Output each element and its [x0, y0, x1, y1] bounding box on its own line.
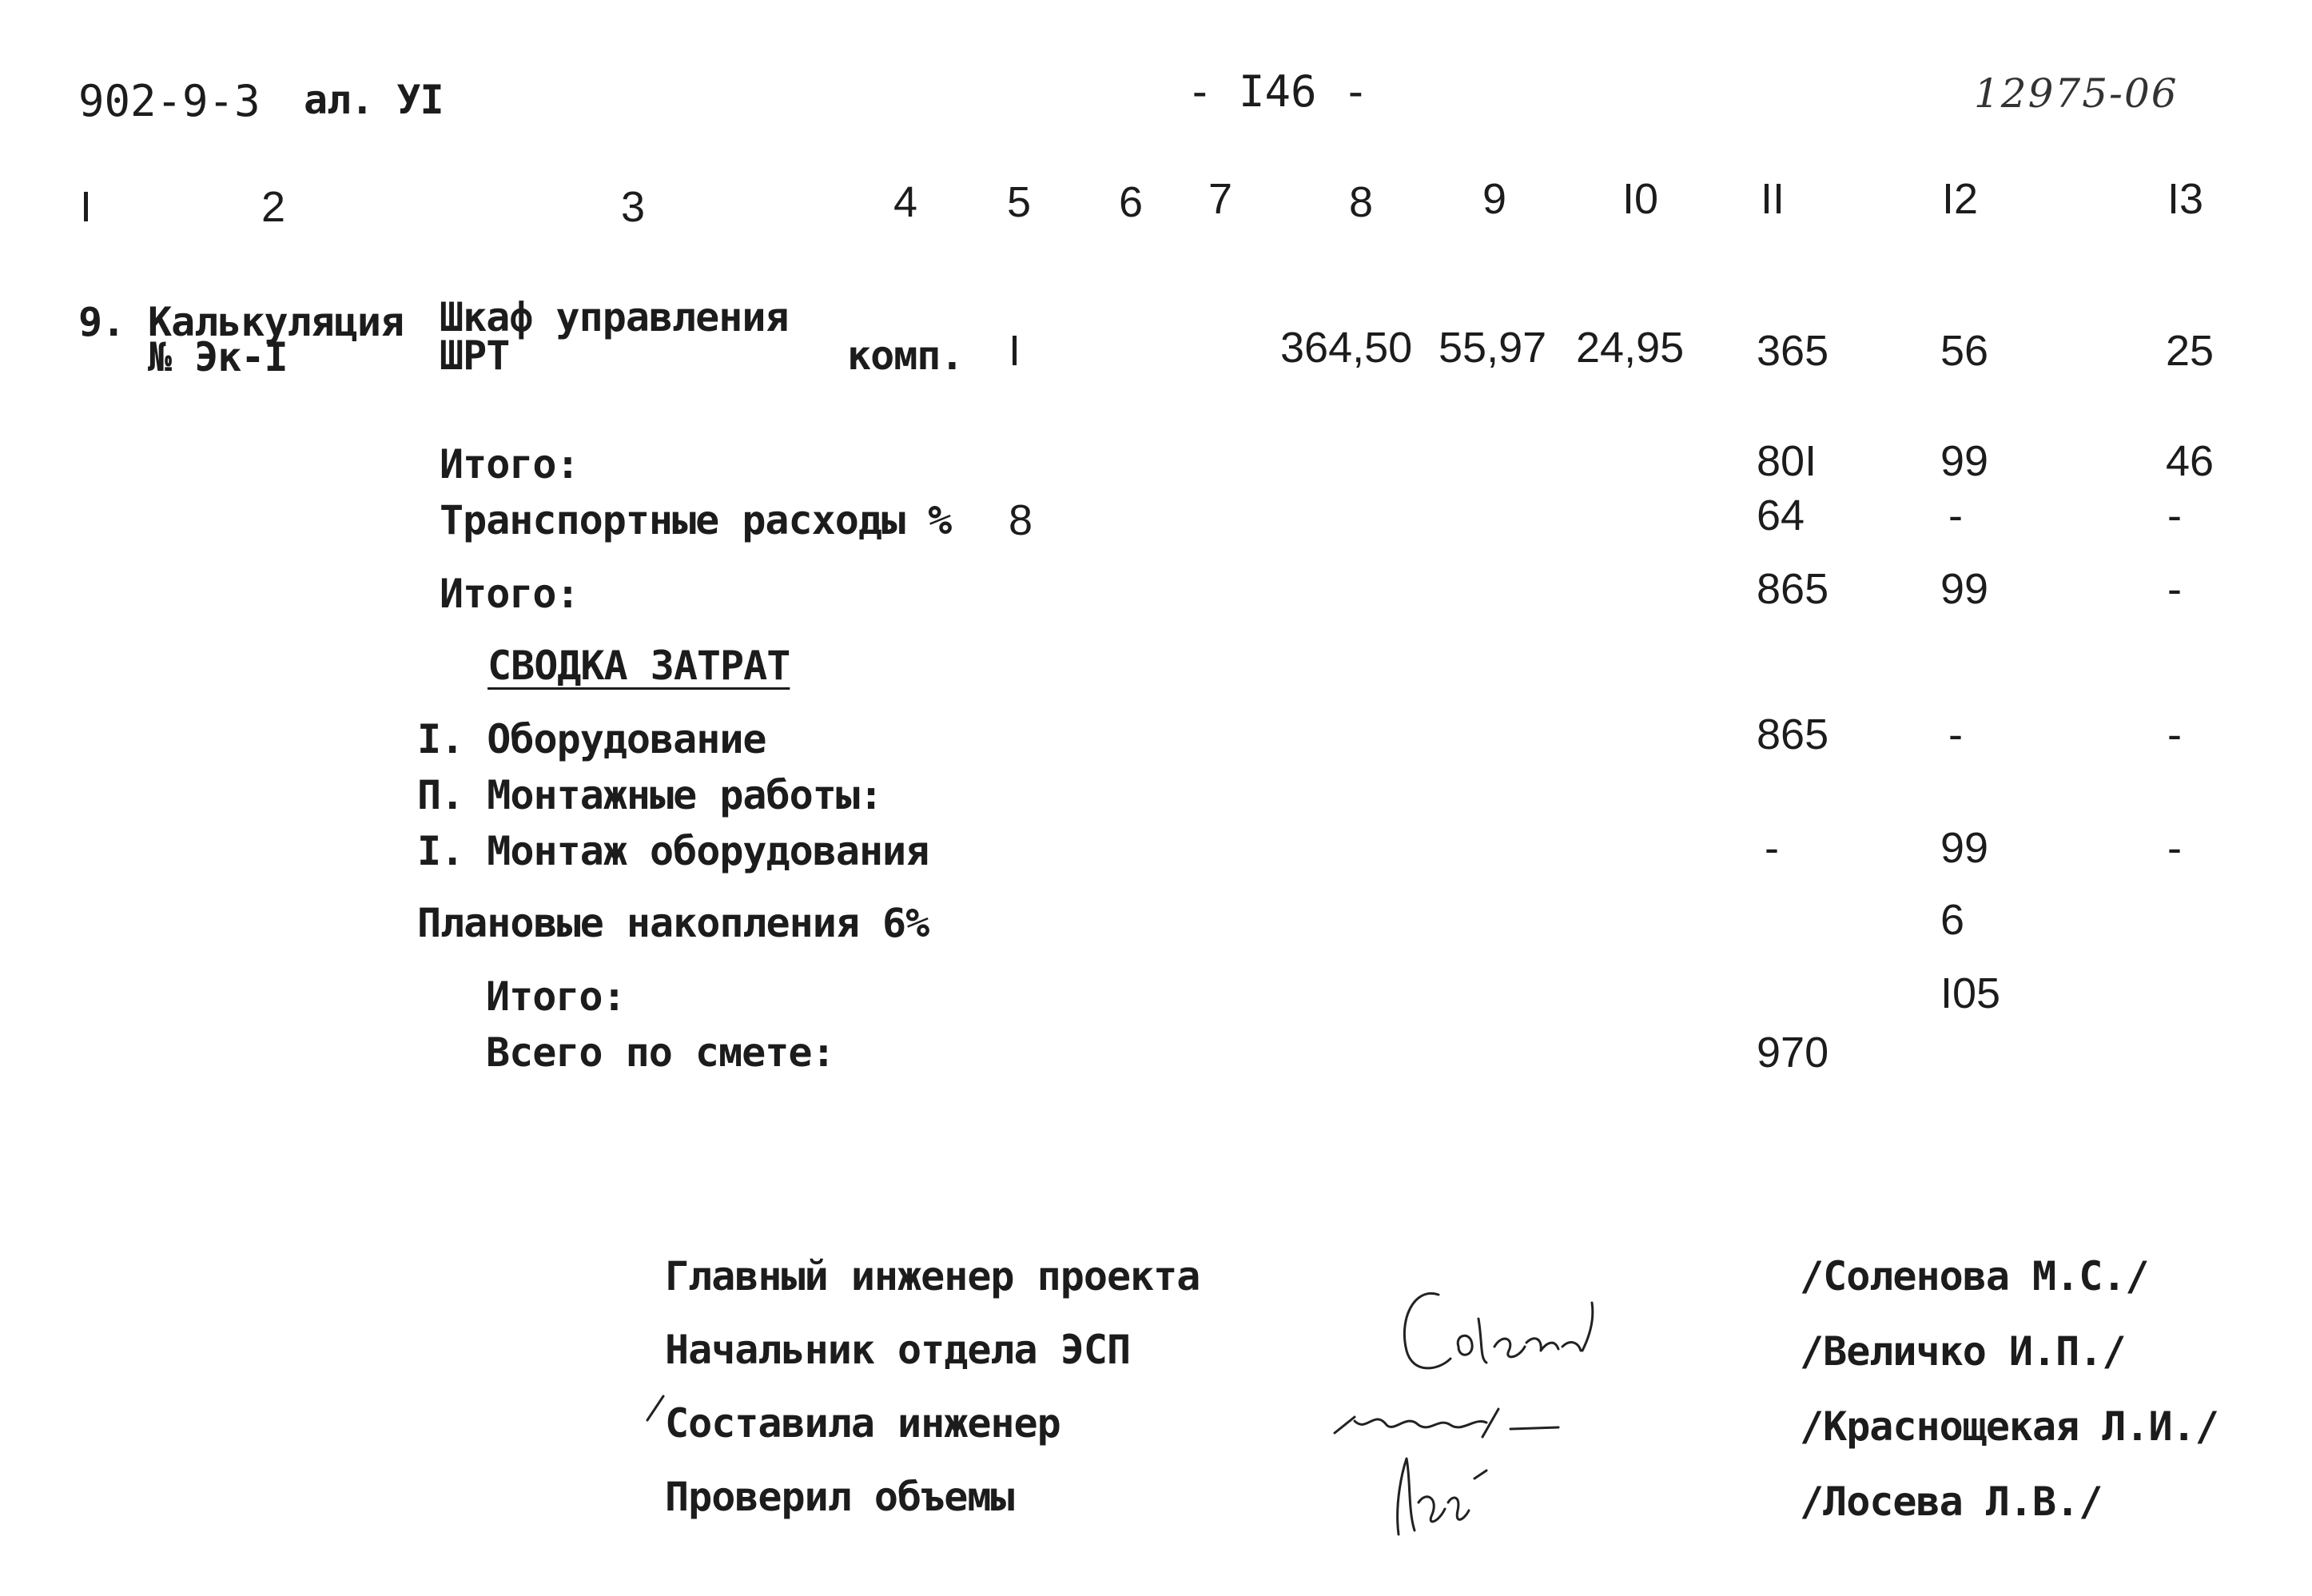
summary-c11: 865	[1757, 710, 1829, 758]
total-label: Итого:	[440, 571, 579, 617]
unit: комп.	[847, 332, 964, 379]
column-number: 3	[621, 183, 646, 231]
total-install: 56	[1940, 327, 1989, 375]
unit-cost-install: 55,97	[1439, 324, 1547, 372]
correction-mark	[643, 1392, 667, 1424]
column-number: I3	[2167, 175, 2204, 223]
summary-install-header: П. Монтажные работы:	[417, 772, 883, 818]
summary-title: СВОДКА ЗАТРАТ	[487, 643, 790, 689]
grand-total-value: 970	[1757, 1029, 1829, 1077]
signer-role: Составила инженер	[665, 1400, 1060, 1447]
signer-role: Главный инженер проекта	[665, 1253, 1200, 1299]
total-c11: 865	[1757, 565, 1829, 613]
summary-c12: 99	[1940, 824, 1989, 872]
column-number: 2	[261, 183, 286, 231]
calculation-ref: Калькуляция	[148, 299, 404, 345]
item-name: Шкаф управления	[440, 294, 789, 340]
total-c13: 46	[2166, 437, 2215, 485]
column-number: I	[80, 183, 93, 231]
signature-loseva	[1375, 1447, 1502, 1542]
transport-percent: 8	[1009, 496, 1033, 544]
item-name-line2: ШРТ	[440, 332, 510, 379]
signature-solenova	[1383, 1271, 1654, 1391]
column-number: I2	[1942, 175, 1979, 223]
signer-name: /Лосева Л.В./	[1800, 1479, 2103, 1525]
column-number: 9	[1482, 175, 1507, 223]
unit-cost-wages: 24,95	[1576, 324, 1685, 372]
signer-name: /Величко И.П./	[1800, 1328, 2126, 1375]
quantity: I	[1009, 327, 1021, 375]
summary-label: Плановые накопления 6%	[417, 900, 929, 946]
total-c12: 99	[1940, 437, 1989, 485]
total-equipment: 365	[1757, 327, 1829, 375]
total-c12: 99	[1940, 565, 1989, 613]
total-c11: 80I	[1757, 437, 1817, 485]
column-number: II	[1761, 175, 1785, 223]
summary-c13: -	[2167, 710, 2182, 758]
signer-role: Начальник отдела ЭСП	[665, 1327, 1131, 1373]
summary-c12: 6	[1940, 896, 1965, 944]
inventory-number: 12975-06	[1974, 70, 2179, 117]
transport-label: Транспортные расходы %	[440, 497, 952, 543]
calculation-number: № Эк-I	[148, 334, 288, 380]
summary-c11: -	[1765, 824, 1779, 872]
column-number: 5	[1007, 178, 1032, 226]
summary-label: I. Оборудование	[417, 716, 766, 762]
column-number: 4	[893, 178, 918, 226]
summary-c12: I05	[1940, 969, 2001, 1017]
summary-c13: -	[2167, 824, 2182, 872]
column-number: 6	[1119, 178, 1144, 226]
transport-c12: -	[1948, 492, 1963, 539]
transport-c11: 64	[1757, 492, 1805, 539]
summary-c12: -	[1948, 710, 1963, 758]
signer-role: Проверил объемы	[665, 1474, 1014, 1520]
grand-total-label: Всего по смете:	[486, 1029, 835, 1076]
row-number: 9.	[78, 299, 125, 345]
summary-label: Итого:	[486, 973, 626, 1020]
total-wages: 25	[2166, 327, 2215, 375]
page-number: - I46 -	[1187, 66, 1369, 117]
document-code: 902-9-3	[78, 76, 261, 126]
unit-cost-equipment: 364,50	[1280, 324, 1413, 372]
album-label: ал. УI	[304, 77, 444, 123]
column-number: 8	[1349, 178, 1374, 226]
summary-label: I. Монтаж оборудования	[417, 828, 929, 874]
signer-name: /Соленова М.С./	[1800, 1253, 2149, 1299]
column-number: I0	[1622, 175, 1659, 223]
signer-name: /Краснощекая Л.И./	[1800, 1403, 2218, 1450]
column-number: 7	[1208, 175, 1233, 223]
signature-velichko	[1319, 1389, 1622, 1453]
total-label: Итого:	[440, 441, 579, 488]
transport-c13: -	[2167, 492, 2182, 539]
total-c13: -	[2167, 565, 2182, 613]
